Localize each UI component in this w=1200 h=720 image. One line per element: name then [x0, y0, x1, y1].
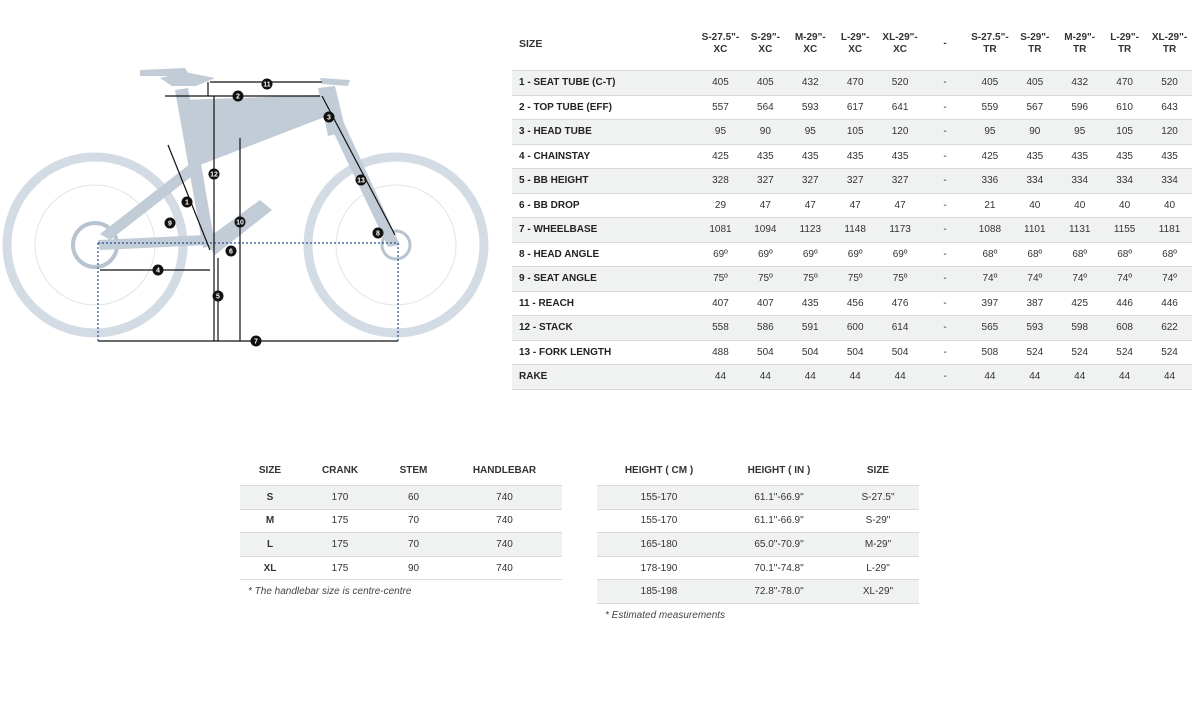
components-table: [240, 455, 562, 580]
size-column-header: L-29"-TR: [1110, 32, 1139, 55]
svg-text:9: 9: [168, 220, 172, 228]
geometry-cell: 44: [1147, 365, 1192, 390]
geometry-cell: 524: [1057, 340, 1102, 365]
size-column-header: L-29"-XC: [840, 32, 870, 55]
geometry-row-label: 9 - SEAT ANGLE: [512, 267, 698, 292]
svg-text:6: 6: [229, 248, 233, 256]
geometry-cell: 75º: [743, 267, 788, 292]
geometry-cell: -: [923, 95, 968, 120]
marker-7: [251, 336, 262, 347]
size-column-header: XL-29"-XC: [882, 32, 918, 55]
components-row: [240, 533, 562, 557]
size-column-header: S-27.5"-XC: [701, 32, 740, 55]
svg-text:10: 10: [236, 219, 244, 227]
geometry-cell: 504: [743, 340, 788, 365]
size-column-header: XL-29"-TR: [1151, 32, 1188, 55]
geometry-cell: 1123: [788, 218, 833, 243]
geometry-cell: -: [923, 316, 968, 341]
geometry-table: [512, 18, 1192, 390]
geometry-cell: 470: [833, 71, 878, 96]
geometry-cell: 593: [1012, 316, 1057, 341]
geometry-cell: 435: [1102, 144, 1147, 169]
geometry-cell: 68º: [1102, 242, 1147, 267]
geometry-cell: 95: [788, 120, 833, 145]
geometry-cell: 425: [1057, 291, 1102, 316]
geometry-cell: 476: [878, 291, 923, 316]
geometry-cell: 74º: [1012, 267, 1057, 292]
geometry-cell: 425: [698, 144, 743, 169]
fit-column-header: SIZE: [866, 464, 890, 476]
marker-12: [209, 169, 220, 180]
geometry-cell: 68º: [1057, 242, 1102, 267]
geometry-cell: 504: [878, 340, 923, 365]
geometry-cell: 69º: [698, 242, 743, 267]
components-cell: 175: [300, 509, 380, 533]
svg-text:3: 3: [327, 114, 331, 122]
geometry-cell: 1088: [967, 218, 1012, 243]
geometry-cell: 591: [788, 316, 833, 341]
geometry-cell: 446: [1102, 291, 1147, 316]
geometry-cell: 95: [698, 120, 743, 145]
geometry-cell: 105: [1102, 120, 1147, 145]
geometry-cell: 614: [878, 316, 923, 341]
geometry-cell: 44: [833, 365, 878, 390]
geometry-cell: 608: [1102, 316, 1147, 341]
geometry-cell: 504: [833, 340, 878, 365]
geometry-cell: 1131: [1057, 218, 1102, 243]
geometry-cell: 68º: [1147, 242, 1192, 267]
geometry-cell: 557: [698, 95, 743, 120]
fit-cell: M-29": [837, 533, 919, 557]
svg-text:5: 5: [216, 293, 220, 301]
size-column-header: -: [943, 38, 947, 49]
components-body: [240, 486, 562, 580]
geometry-cell: 407: [743, 291, 788, 316]
rider-height-table: [597, 455, 919, 604]
geometry-row: [512, 169, 1192, 194]
geometry-row: [512, 71, 1192, 96]
geometry-row-label: 4 - CHAINSTAY: [512, 144, 698, 169]
marker-1: [182, 197, 193, 208]
geometry-cell: -: [923, 291, 968, 316]
bike-geometry-diagram: [0, 55, 500, 355]
geometry-cell: 1081: [698, 218, 743, 243]
geometry-cell: 47: [743, 193, 788, 218]
geometry-cell: 69º: [878, 242, 923, 267]
geometry-cell: 425: [967, 144, 1012, 169]
marker-3: [324, 112, 335, 123]
components-cell: 175: [300, 533, 380, 557]
geometry-cell: 44: [698, 365, 743, 390]
geometry-cell: 598: [1057, 316, 1102, 341]
geometry-cell: 336: [967, 169, 1012, 194]
geometry-cell: 75º: [878, 267, 923, 292]
svg-text:8: 8: [376, 230, 380, 238]
geometry-cell: 334: [1057, 169, 1102, 194]
geometry-cell: 44: [788, 365, 833, 390]
geometry-row: [512, 267, 1192, 292]
fit-row: [597, 556, 919, 580]
geometry-cell: 456: [833, 291, 878, 316]
marker-9: [165, 218, 176, 229]
components-cell: 740: [447, 556, 562, 580]
geometry-cell: 432: [1057, 71, 1102, 96]
geometry-cell: 387: [1012, 291, 1057, 316]
components-column-header: HANDLEBAR: [472, 464, 537, 476]
components-header-row: [240, 455, 562, 486]
geometry-cell: 435: [1057, 144, 1102, 169]
geometry-cell: 524: [1012, 340, 1057, 365]
components-column-header: SIZE: [258, 464, 282, 476]
fit-cell: 178-190: [597, 556, 721, 580]
geometry-cell: 504: [788, 340, 833, 365]
geometry-cell: -: [923, 218, 968, 243]
geometry-cell: 405: [743, 71, 788, 96]
fit-cell: L-29": [837, 556, 919, 580]
estimate-note: * Estimated measurements: [605, 610, 726, 621]
geometry-row-label: 2 - TOP TUBE (EFF): [512, 95, 698, 120]
svg-text:2: 2: [236, 93, 240, 101]
components-row: [240, 486, 562, 510]
geometry-cell: -: [923, 193, 968, 218]
marker-5: [213, 291, 224, 302]
geometry-cell: 327: [833, 169, 878, 194]
geometry-row: [512, 218, 1192, 243]
components-cell: 740: [447, 533, 562, 557]
marker-2: [233, 91, 244, 102]
geometry-cell: 508: [967, 340, 1012, 365]
fit-cell: 155-170: [597, 509, 721, 533]
geometry-cell: 90: [743, 120, 788, 145]
geometry-row-label: 6 - BB DROP: [512, 193, 698, 218]
size-column-header: M-29"-TR: [1064, 32, 1096, 55]
geometry-cell: 520: [878, 71, 923, 96]
geometry-cell: 95: [1057, 120, 1102, 145]
geometry-cell: 1181: [1147, 218, 1192, 243]
geometry-cell: 69º: [788, 242, 833, 267]
handlebar-note: * The handlebar size is centre-centre: [248, 586, 412, 597]
size-column-header: S-29"-XC: [750, 32, 780, 55]
fit-row: [597, 533, 919, 557]
geometry-cell: 69º: [833, 242, 878, 267]
geometry-cell: 435: [788, 291, 833, 316]
geometry-cell: 622: [1147, 316, 1192, 341]
geometry-cell: 40: [1012, 193, 1057, 218]
components-cell: 70: [380, 509, 447, 533]
components-cell: 175: [300, 556, 380, 580]
geometry-cell: 44: [967, 365, 1012, 390]
geometry-cell: 75º: [698, 267, 743, 292]
geometry-cell: 44: [878, 365, 923, 390]
geometry-row: [512, 291, 1192, 316]
geometry-row-label: 8 - HEAD ANGLE: [512, 242, 698, 267]
geometry-cell: 334: [1147, 169, 1192, 194]
geometry-cell: 593: [788, 95, 833, 120]
geometry-row: [512, 242, 1192, 267]
components-cell: 90: [380, 556, 447, 580]
svg-text:7: 7: [254, 338, 258, 346]
geometry-cell: -: [923, 365, 968, 390]
geometry-cell: -: [923, 71, 968, 96]
geometry-cell: 334: [1102, 169, 1147, 194]
geometry-cell: 90: [1012, 120, 1057, 145]
geometry-cell: 47: [833, 193, 878, 218]
geometry-cell: 610: [1102, 95, 1147, 120]
svg-text:1: 1: [185, 199, 189, 207]
geometry-cell: 567: [1012, 95, 1057, 120]
fit-cell: 165-180: [597, 533, 721, 557]
geometry-cell: 69º: [743, 242, 788, 267]
geometry-cell: 40: [1057, 193, 1102, 218]
geometry-cell: 435: [878, 144, 923, 169]
geometry-row: [512, 340, 1192, 365]
geometry-cell: 327: [788, 169, 833, 194]
fit-cell: S-27.5": [837, 486, 919, 510]
geometry-cell: 564: [743, 95, 788, 120]
fit-cell: 61.1"-66.9": [721, 486, 837, 510]
geometry-body: [512, 71, 1192, 390]
geometry-cell: 432: [788, 71, 833, 96]
components-cell: M: [240, 509, 300, 533]
fit-row: [597, 580, 919, 604]
geometry-row-label: 7 - WHEELBASE: [512, 218, 698, 243]
fit-cell: 185-198: [597, 580, 721, 604]
fit-cell: S-29": [837, 509, 919, 533]
geometry-cell: 47: [878, 193, 923, 218]
geometry-cell: -: [923, 267, 968, 292]
geometry-row-label: 13 - FORK LENGTH: [512, 340, 698, 365]
marker-4: [153, 265, 164, 276]
geometry-cell: 520: [1147, 71, 1192, 96]
geometry-cell: 524: [1147, 340, 1192, 365]
geometry-row: [512, 120, 1192, 145]
geometry-cell: 643: [1147, 95, 1192, 120]
geometry-row-label: 3 - HEAD TUBE: [512, 120, 698, 145]
geometry-cell: 470: [1102, 71, 1147, 96]
geometry-cell: 74º: [1057, 267, 1102, 292]
geometry-cell: 29: [698, 193, 743, 218]
geometry-row: [512, 193, 1192, 218]
geometry-row-label: 11 - REACH: [512, 291, 698, 316]
geometry-cell: 120: [1147, 120, 1192, 145]
geometry-cell: 407: [698, 291, 743, 316]
fit-column-header: HEIGHT ( CM ): [624, 464, 694, 476]
geometry-cell: 47: [788, 193, 833, 218]
geometry-row-label: 5 - BB HEIGHT: [512, 169, 698, 194]
geometry-cell: 435: [1012, 144, 1057, 169]
components-row: [240, 509, 562, 533]
marker-11: [262, 79, 273, 90]
geometry-cell: 120: [878, 120, 923, 145]
geometry-cell: 74º: [1147, 267, 1192, 292]
components-cell: 60: [380, 486, 447, 510]
geometry-cell: 1155: [1102, 218, 1147, 243]
geometry-cell: -: [923, 120, 968, 145]
geometry-cell: 68º: [967, 242, 1012, 267]
geometry-cell: 405: [1012, 71, 1057, 96]
fit-cell: 61.1"-66.9": [721, 509, 837, 533]
geometry-cell: 558: [698, 316, 743, 341]
geometry-cell: 327: [878, 169, 923, 194]
geometry-cell: 617: [833, 95, 878, 120]
geometry-cell: 600: [833, 316, 878, 341]
fit-cell: XL-29": [837, 580, 919, 604]
fit-body: [597, 486, 919, 604]
geometry-cell: 40: [1102, 193, 1147, 218]
geometry-cell: 74º: [1102, 267, 1147, 292]
size-column-header: S-27.5"-TR: [971, 32, 1009, 55]
svg-text:12: 12: [210, 171, 218, 179]
geometry-cell: 95: [967, 120, 1012, 145]
fit-row: [597, 509, 919, 533]
svg-text:13: 13: [357, 177, 365, 185]
geometry-cell: 68º: [1012, 242, 1057, 267]
geometry-cell: 74º: [967, 267, 1012, 292]
bike-silhouette: [7, 157, 484, 333]
components-cell: 740: [447, 486, 562, 510]
geometry-row-label: 12 - STACK: [512, 316, 698, 341]
geometry-row: [512, 365, 1192, 390]
geometry-cell: 328: [698, 169, 743, 194]
geometry-cell: 75º: [833, 267, 878, 292]
geometry-cell: -: [923, 242, 968, 267]
geometry-cell: 327: [743, 169, 788, 194]
components-cell: 170: [300, 486, 380, 510]
geometry-cell: 405: [967, 71, 1012, 96]
geometry-cell: 1094: [743, 218, 788, 243]
geometry-cell: 435: [743, 144, 788, 169]
fit-cell: 72.8"-78.0": [721, 580, 837, 604]
fit-column-header: HEIGHT ( IN ): [747, 464, 811, 476]
geometry-cell: 586: [743, 316, 788, 341]
geometry-cell: 75º: [788, 267, 833, 292]
svg-text:11: 11: [263, 81, 271, 89]
geometry-cell: 559: [967, 95, 1012, 120]
components-cell: L: [240, 533, 300, 557]
geometry-cell: 435: [1147, 144, 1192, 169]
geometry-cell: 44: [743, 365, 788, 390]
marker-13: [356, 175, 367, 186]
geometry-row-label: RAKE: [512, 365, 698, 390]
geometry-cell: 44: [1102, 365, 1147, 390]
components-cell: S: [240, 486, 300, 510]
geometry-cell: 565: [967, 316, 1012, 341]
geometry-cell: 641: [878, 95, 923, 120]
geometry-row: [512, 316, 1192, 341]
marker-6: [226, 246, 237, 257]
geometry-cell: 397: [967, 291, 1012, 316]
geometry-cell: 446: [1147, 291, 1192, 316]
size-header: SIZE: [519, 38, 543, 50]
fit-cell: 70.1"-74.8": [721, 556, 837, 580]
geometry-cell: 1101: [1012, 218, 1057, 243]
marker-10: [235, 217, 246, 228]
size-column-header: S-29"-TR: [1020, 32, 1050, 55]
components-cell: 740: [447, 509, 562, 533]
geometry-cell: 435: [833, 144, 878, 169]
components-cell: 70: [380, 533, 447, 557]
geometry-cell: 488: [698, 340, 743, 365]
marker-8: [373, 228, 384, 239]
fit-row: [597, 486, 919, 510]
components-column-header: STEM: [399, 464, 428, 476]
geometry-cell: 1148: [833, 218, 878, 243]
components-column-header: CRANK: [321, 464, 359, 476]
fit-cell: 65.0"-70.9": [721, 533, 837, 557]
geometry-header-row: [512, 18, 1192, 71]
components-row: [240, 556, 562, 580]
geometry-cell: 596: [1057, 95, 1102, 120]
geometry-row: [512, 95, 1192, 120]
geometry-cell: -: [923, 340, 968, 365]
geometry-cell: 44: [1057, 365, 1102, 390]
fit-cell: 155-170: [597, 486, 721, 510]
geometry-cell: 524: [1102, 340, 1147, 365]
geometry-cell: -: [923, 169, 968, 194]
svg-text:4: 4: [156, 267, 160, 275]
fit-header-row: [597, 455, 919, 486]
geometry-cell: 1173: [878, 218, 923, 243]
geometry-row: [512, 144, 1192, 169]
geometry-cell: 405: [698, 71, 743, 96]
geometry-cell: 334: [1012, 169, 1057, 194]
geometry-cell: 40: [1147, 193, 1192, 218]
components-cell: XL: [240, 556, 300, 580]
geometry-cell: 21: [967, 193, 1012, 218]
geometry-cell: 105: [833, 120, 878, 145]
geometry-cell: -: [923, 144, 968, 169]
geometry-row-label: 1 - SEAT TUBE (C-T): [512, 71, 698, 96]
geometry-cell: 44: [1012, 365, 1057, 390]
geometry-cell: 435: [788, 144, 833, 169]
size-column-header: M-29"-XC: [794, 32, 826, 55]
